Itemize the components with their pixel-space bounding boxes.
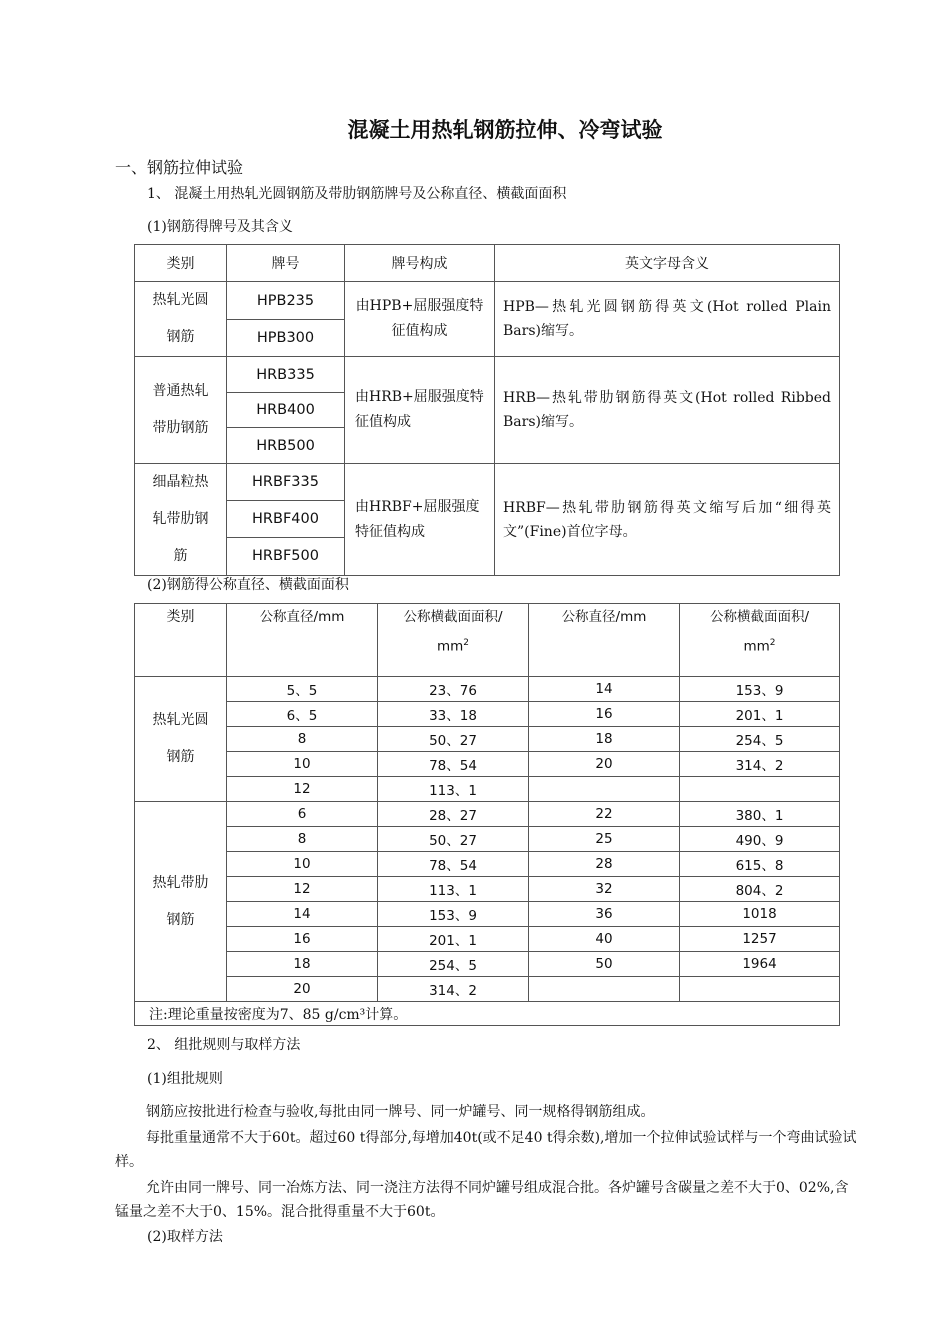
header-category: 类别 <box>135 604 227 677</box>
table-cell: 18 <box>227 952 378 977</box>
table-cell: 14 <box>529 677 680 702</box>
grade-cell: HRB335 <box>227 357 345 393</box>
table-cell: 8 <box>227 727 378 752</box>
header-meaning: 英文字母含义 <box>495 245 840 282</box>
sub-heading-grades: (1)钢筋得牌号及其含义 <box>147 219 293 235</box>
table-cell: 78、54 <box>378 752 529 777</box>
table-note: 注:理论重量按密度为7、85 g/cm³计算。 <box>135 1002 840 1026</box>
header-grade: 牌号 <box>227 245 345 282</box>
header-category: 类别 <box>135 245 227 282</box>
table-cell: 314、2 <box>378 977 529 1002</box>
header-area: 公称横截面面积/ $mm^2$ <box>680 604 840 677</box>
table-cell: 6 <box>227 802 378 827</box>
table-cell: 6、5 <box>227 702 378 727</box>
diameter-area-table <box>134 603 840 1026</box>
table-cell: 28 <box>529 852 680 877</box>
grade-cell: HRBF500 <box>227 537 345 575</box>
composition-cell: 由HPB+屈服强度特征值构成 <box>345 282 495 357</box>
table-cell: 254、5 <box>680 727 840 752</box>
table-cell <box>680 777 840 802</box>
item-2-heading: 2、 组批规则与取样方法 <box>147 1037 301 1053</box>
table-cell: 12 <box>227 877 378 902</box>
category-cell: 热轧光圆 钢筋 <box>135 677 227 802</box>
table-cell: 50、27 <box>378 827 529 852</box>
composition-cell: 由HRB+屈服强度特征值构成 <box>345 357 495 464</box>
sub-heading-batching: (1)组批规则 <box>147 1071 223 1087</box>
grade-cell: HRBF335 <box>227 464 345 501</box>
table-cell <box>529 777 680 802</box>
paragraph-batching-1: 钢筋应按批进行检查与验收,每批由同一牌号、同一炉罐号、同一规格得钢筋组成。 <box>146 1104 655 1120</box>
meaning-cell: HPB—热轧光圆钢筋得英文(Hot rolled Plain Bars)缩写。 <box>495 282 840 357</box>
table-cell: 12 <box>227 777 378 802</box>
category-cell: 热轧光圆 钢筋 <box>135 282 227 357</box>
header-area: 公称横截面面积/ $mm^2$ <box>378 604 529 677</box>
table-cell: 33、18 <box>378 702 529 727</box>
grade-cell: HPB300 <box>227 320 345 357</box>
page-title: 混凝土用热轧钢筋拉伸、冷弯试验 <box>347 118 663 142</box>
grade-cell: HRB400 <box>227 393 345 428</box>
grades-table <box>134 244 840 576</box>
table-cell: 16 <box>227 927 378 952</box>
table-cell: 1964 <box>680 952 840 977</box>
sub-heading-sampling: (2)取样方法 <box>147 1229 223 1245</box>
table-cell: 8 <box>227 827 378 852</box>
table-cell: 1018 <box>680 902 840 927</box>
paragraph-batching-2: 每批重量通常不大于60t。超过60 t得部分,每增加40t(或不足40 t得余数),增加一个拉伸试验试样与一个弯曲试验试样。 <box>115 1130 857 1170</box>
header-composition: 牌号构成 <box>345 245 495 282</box>
table-cell: 380、1 <box>680 802 840 827</box>
composition-cell: 由HRBF+屈服强度特征值构成 <box>345 464 495 576</box>
table-cell: 254、5 <box>378 952 529 977</box>
section-heading-tensile: 一、钢筋拉伸试验 <box>115 158 244 177</box>
table-cell: 1257 <box>680 927 840 952</box>
table-cell: 201、1 <box>680 702 840 727</box>
table-cell: 153、9 <box>680 677 840 702</box>
table-cell: 25 <box>529 827 680 852</box>
table-cell: 36 <box>529 902 680 927</box>
table-cell: 28、27 <box>378 802 529 827</box>
table-cell: 22 <box>529 802 680 827</box>
category-cell: 热轧带肋 钢筋 <box>135 802 227 1002</box>
sub-heading-diameters: (2)钢筋得公称直径、横截面面积 <box>147 577 349 593</box>
table-cell: 201、1 <box>378 927 529 952</box>
category-cell: 细晶粒热 轧带肋钢 筋 <box>135 464 227 576</box>
meaning-cell: HRBF—热轧带肋钢筋得英文缩写后加“细得英文”(Fine)首位字母。 <box>495 464 840 576</box>
meaning-cell: HRB—热轧带肋钢筋得英文(Hot rolled Ribbed Bars)缩写。 <box>495 357 840 464</box>
header-diameter: 公称直径/mm <box>227 604 378 677</box>
table-cell: 5、5 <box>227 677 378 702</box>
table-cell: 20 <box>529 752 680 777</box>
header-diameter: 公称直径/mm <box>529 604 680 677</box>
table-cell: 804、2 <box>680 877 840 902</box>
table-cell: 10 <box>227 752 378 777</box>
table-cell: 490、9 <box>680 827 840 852</box>
category-cell: 普通热轧 带肋钢筋 <box>135 357 227 464</box>
table-cell: 50、27 <box>378 727 529 752</box>
grade-cell: HRB500 <box>227 428 345 464</box>
table-cell: 314、2 <box>680 752 840 777</box>
grade-cell: HPB235 <box>227 282 345 320</box>
paragraph-batching-3: 允许由同一牌号、同一冶炼方法、同一浇注方法得不同炉罐号组成混合批。各炉罐号含碳量之差不大于0、02%,含锰量之差不大于0、15%。混合批得重量不大于60t。 <box>115 1180 849 1220</box>
table-cell: 14 <box>227 902 378 927</box>
table-cell: 78、54 <box>378 852 529 877</box>
table-cell: 113、1 <box>378 777 529 802</box>
table-cell <box>529 977 680 1002</box>
table-cell: 50 <box>529 952 680 977</box>
table-cell: 23、76 <box>378 677 529 702</box>
table-cell: 32 <box>529 877 680 902</box>
table-cell: 20 <box>227 977 378 1002</box>
table-cell: 153、9 <box>378 902 529 927</box>
table-cell: 18 <box>529 727 680 752</box>
item-1-heading: 1、 混凝土用热轧光圆钢筋及带肋钢筋牌号及公称直径、横截面面积 <box>147 186 567 202</box>
table-cell: 615、8 <box>680 852 840 877</box>
table-cell <box>680 977 840 1002</box>
table-cell: 10 <box>227 852 378 877</box>
table-cell: 113、1 <box>378 877 529 902</box>
table-cell: 40 <box>529 927 680 952</box>
grade-cell: HRBF400 <box>227 500 345 537</box>
table-cell: 16 <box>529 702 680 727</box>
